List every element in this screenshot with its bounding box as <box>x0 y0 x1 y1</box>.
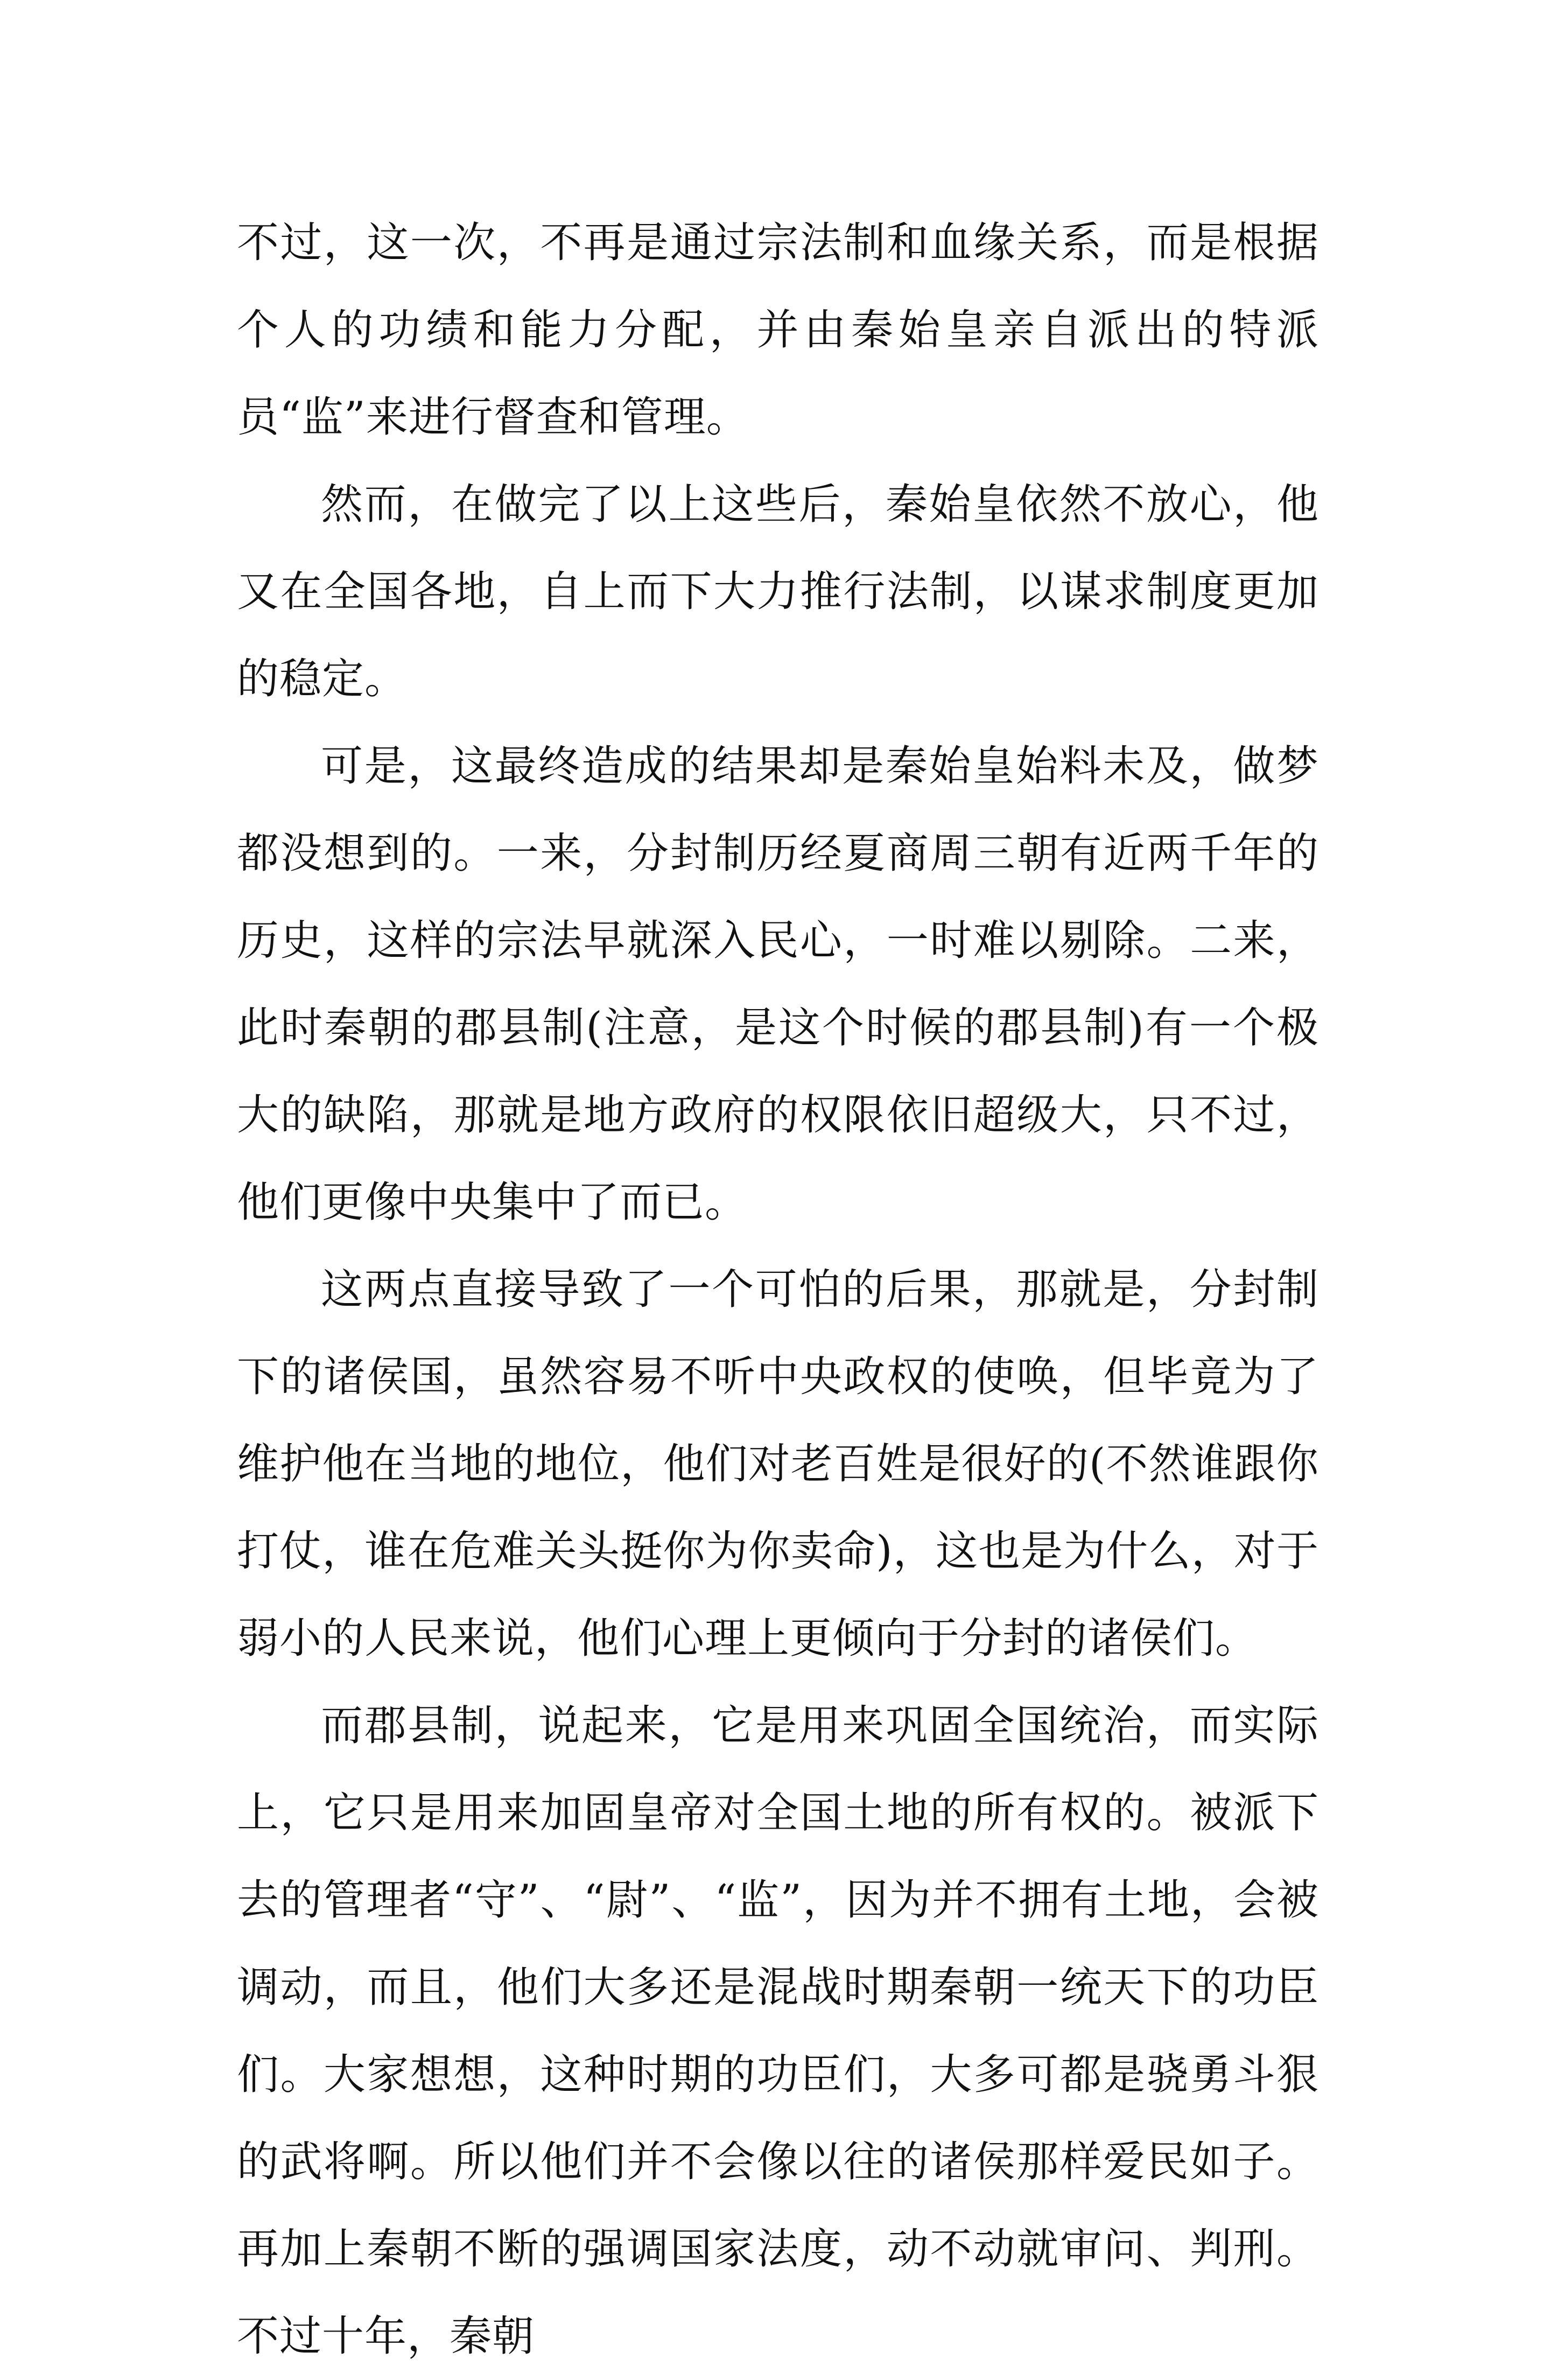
document-body <box>237 199 1319 2380</box>
paragraph: 可是，这最终造成的结果却是秦始皇始料未及，做梦都没想到的。一来，分封制历经夏商周三朝有近两千年的历史，这样的宗法早就深入民心，一时难以剔除。二来，此时秦朝的郡县制(注意，是这个时候的郡县制)有一个极大的缺陷，那就是地方政府的权限依旧超级大，只不过，他们更像中央集中了而已。 <box>237 742 1319 1227</box>
paragraph-continuation: 不过，这一次，不再是通过宗法制和血缘关系，而是根据个人的功绩和能力分配，并由秦始皇亲自派出的特派员“监”来进行督查和管理。 <box>237 219 1319 442</box>
paragraph: 然而，在做完了以上这些后，秦始皇依然不放心，他又在全国各地，自上而下大力推行法制，以谋求制度更加的稳定。 <box>237 480 1319 703</box>
paragraph: 而郡县制，说起来，它是用来巩固全国统治，而实际上，它只是用来加固皇帝对全国土地的所有权的。被派下去的管理者“守”、“尉”、“监”，因为并不拥有土地，会被调动，而且，他们大多还是混战时期秦朝一统天下的功臣们。大家想想，这种时期的功臣们，大多可都是骁勇斗狠的武将啊。所以他们并不会像以往的诸侯那样爱民如子。再加上秦朝不断的强调国家法度，动不动就审问、判刑。不过十年，秦朝 <box>237 1702 1319 2361</box>
paragraph: 这两点直接导致了一个可怕的后果，那就是，分封制下的诸侯国，虽然容易不听中央政权的使唤，但毕竟为了维护他在当地的地位，他们对老百姓是很好的(不然谁跟你打仗，谁在危难关头挺你为你卖命)，这也是为什么，对于弱小的人民来说，他们心理上更倾向于分封的诸侯们。 <box>237 1265 1319 1663</box>
